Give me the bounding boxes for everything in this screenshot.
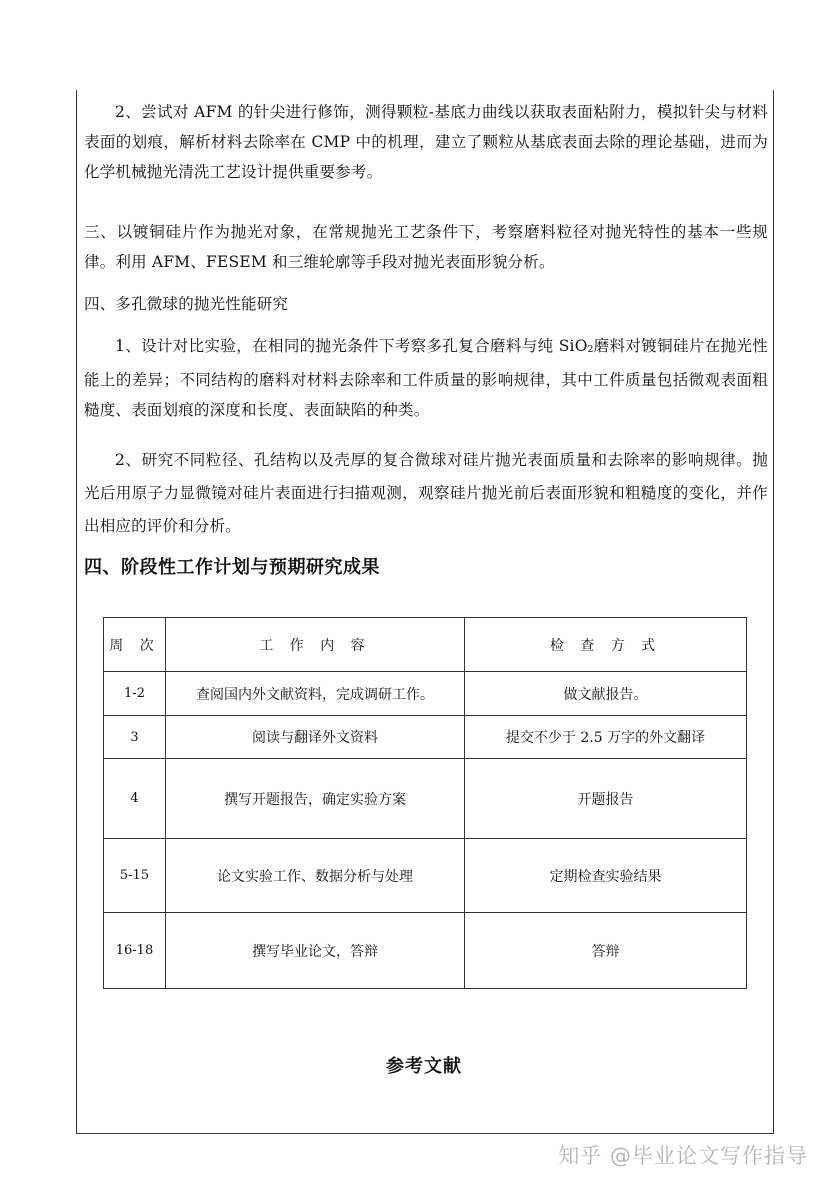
- table-header-row: [104, 618, 747, 672]
- header-week: 周 次: [104, 618, 166, 672]
- content-cell: 论文实验工作、数据分析与处理: [166, 839, 465, 913]
- week-cell: 4: [104, 759, 166, 839]
- week-cell: 3: [104, 716, 166, 759]
- paragraph-copper-wafer-polishing: 三、以镀铜硅片作为抛光对象，在常规抛光工艺条件下，考察磨料粒径对抛光特性的基本一些规律。利用 AFM、FESEM 和三维轮廓等手段对抛光表面形貌分析。: [84, 223, 768, 271]
- check-cell: 开题报告: [465, 759, 747, 839]
- week-cell: 5-15: [104, 839, 166, 913]
- paragraph-composite-microsphere-study: 2、研究不同粒径、孔结构以及壳厚的复合微球对硅片抛光表面质量和去除率的影响规律。抛光后用原子力显微镜对硅片表面进行扫描观测，观察硅片抛光前后表面形貌和粗糙度的变化，并作出相应的评价和分析。: [84, 451, 768, 535]
- header-content: 工 作 内 容: [166, 618, 465, 672]
- week-cell: 1-2: [104, 672, 166, 716]
- table-row: [104, 759, 747, 839]
- check-cell: 做文献报告。: [465, 672, 747, 716]
- paragraph-text-part: 磨料对镀铜硅片在抛光性能上的差异；不同结构的磨料对材料去除率和工件质量的影响规律，其中工件质量包括微观表面粗糙度、表面划痕的深度和长度、表面缺陷的种类。: [84, 337, 769, 419]
- content-cell: 撰写毕业论文，答辩: [166, 913, 465, 989]
- check-cell: 定期检查实验结果: [465, 839, 747, 913]
- table-row: [104, 716, 747, 759]
- table-row: [104, 913, 747, 989]
- header-check: 检 查 方 式: [465, 618, 747, 672]
- content-cell: 阅读与翻译外文资料: [166, 716, 465, 759]
- section-heading: 四、阶段性工作计划与预期研究成果: [84, 557, 380, 578]
- content-cell: 查阅国内外文献资料，完成调研工作。: [166, 672, 465, 716]
- paragraph-comparison-experiment: [84, 331, 768, 425]
- subscript-two: 2: [587, 345, 594, 355]
- table-row: [104, 672, 747, 716]
- check-cell: 答辩: [465, 913, 747, 989]
- table-row: [104, 839, 747, 913]
- zhihu-watermark: 知乎 @毕业论文写作指导: [558, 1144, 808, 1168]
- paragraph-porous-microsphere-heading: 四、多孔微球的抛光性能研究: [84, 295, 289, 313]
- paragraph-afm-modification: 2、尝试对 AFM 的针尖进行修饰，测得颗粒-基底力曲线以获取表面粘附力，模拟针尖与材料表面的划痕，解析材料去除率在 CMP 中的机理，建立了颗粒从基底表面去除的理论基础，进而为化学机械抛光清洗工艺设计提供重要参考。: [84, 103, 768, 181]
- content-cell: 撰写开题报告，确定实验方案: [166, 759, 465, 839]
- work-plan-table: [103, 617, 747, 989]
- check-cell: 提交不少于 2.5 万字的外文翻译: [465, 716, 747, 759]
- week-cell: 16-18: [104, 913, 166, 989]
- paragraph-text-part: 1、设计对比实验，在相同的抛光条件下考察多孔复合磨料与纯 SiO: [115, 337, 588, 355]
- references-heading: 参考文献: [386, 1056, 462, 1077]
